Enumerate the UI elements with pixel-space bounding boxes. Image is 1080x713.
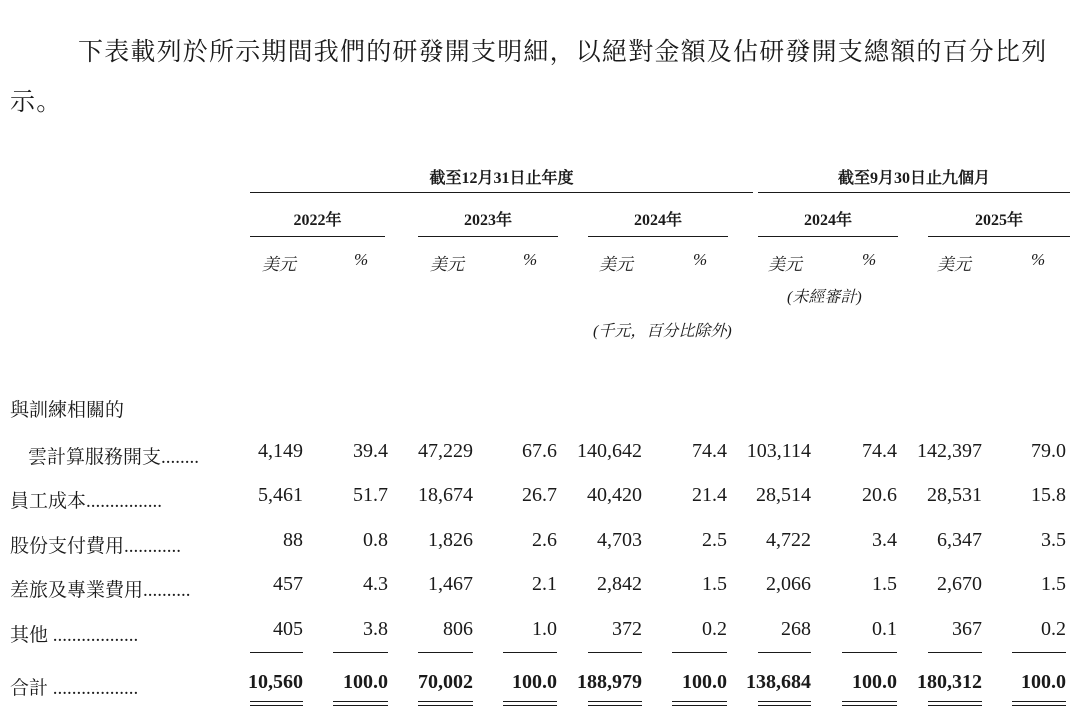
total-double-rule [1012, 701, 1066, 706]
cell-cloud-computing-pct-2023: 67.6 [522, 440, 557, 462]
cell-others-amount-2025-9m: 367 [952, 618, 982, 640]
subtotal-rule [588, 652, 642, 653]
year-header-2022: 2022年 [293, 212, 342, 229]
row-label-travel-professional: 差旅及專業費用.......... [10, 580, 191, 601]
cell-cloud-computing-amount-2022: 4,149 [258, 440, 303, 462]
cell-share-based-payment-pct-2022: 0.8 [363, 529, 388, 551]
unit-amount: 美元 [599, 255, 633, 274]
cell-travel-professional-pct-2025-9m: 1.5 [1041, 573, 1066, 595]
cell-travel-professional-amount-2023: 1,467 [428, 573, 473, 595]
cell-staff-costs-pct-2022: 51.7 [353, 484, 388, 506]
total-double-rule [418, 701, 473, 706]
year-rule-2022 [250, 236, 385, 237]
cell-share-based-payment-amount-2023: 1,826 [428, 529, 473, 551]
unit-amount: 美元 [768, 255, 802, 274]
cell-travel-professional-pct-2022: 4.3 [363, 573, 388, 595]
year-header-2025-9m: 2025年 [974, 212, 1023, 229]
total-double-rule [503, 701, 557, 706]
cell-total-amount-2024-9m: 138,684 [746, 671, 811, 693]
cell-others-pct-2024-fy: 0.2 [702, 618, 727, 640]
subtotal-rule [333, 652, 388, 653]
row-label-share-based-payment: 股份支付費用............ [10, 536, 182, 557]
cell-share-based-payment-pct-2024-9m: 3.4 [872, 529, 897, 551]
cell-cloud-computing-amount-2023: 47,229 [418, 440, 473, 462]
row-label-staff-costs: 員工成本................ [10, 491, 163, 512]
cell-travel-professional-amount-2024-9m: 2,066 [766, 573, 811, 595]
cell-others-amount-2023: 806 [443, 618, 473, 640]
unit-percent: % [862, 250, 877, 269]
subtotal-rule [503, 652, 557, 653]
unit-percent: % [523, 250, 538, 269]
cell-cloud-computing-pct-2024-fy: 74.4 [692, 440, 727, 462]
cell-share-based-payment-pct-2025-9m: 3.5 [1041, 529, 1066, 551]
year-header-2024-9m: 2024年 [803, 212, 852, 229]
cell-others-pct-2023: 1.0 [532, 618, 557, 640]
total-double-rule [250, 701, 303, 706]
subtotal-rule [250, 652, 303, 653]
total-double-rule [758, 701, 811, 706]
cell-cloud-computing-amount-2024-fy: 140,642 [577, 440, 642, 462]
cell-total-pct-2023: 100.0 [512, 671, 557, 693]
cell-others-amount-2022: 405 [273, 618, 303, 640]
cell-others-pct-2025-9m: 0.2 [1041, 618, 1066, 640]
total-double-rule [333, 701, 388, 706]
cell-total-amount-2022: 10,560 [248, 671, 303, 693]
cell-share-based-payment-pct-2023: 2.6 [532, 529, 557, 551]
subtotal-rule [672, 652, 727, 653]
header-nine-months: 截至9月30日止九個月 [837, 170, 990, 187]
cell-travel-professional-amount-2022: 457 [273, 573, 303, 595]
row-label-others: 其他 .................. [10, 625, 139, 646]
cell-others-amount-2024-fy: 372 [612, 618, 642, 640]
cell-travel-professional-amount-2024-fy: 2,842 [597, 573, 642, 595]
subtotal-rule [928, 652, 982, 653]
cell-total-amount-2023: 70,002 [418, 671, 473, 693]
year-rule-2023 [418, 236, 558, 237]
total-double-rule [672, 701, 727, 706]
cell-staff-costs-amount-2022: 5,461 [258, 484, 303, 506]
year-rule-2025-9m [928, 236, 1070, 237]
cell-others-amount-2024-9m: 268 [781, 618, 811, 640]
header-year-end-rule [250, 192, 753, 193]
cell-total-pct-2024-9m: 100.0 [852, 671, 897, 693]
cell-share-based-payment-pct-2024-fy: 2.5 [702, 529, 727, 551]
row-label-total: 合計 .................. [10, 678, 139, 699]
cell-cloud-computing-amount-2024-9m: 103,114 [746, 440, 811, 462]
cell-cloud-computing-pct-2022: 39.4 [353, 440, 388, 462]
cell-others-pct-2024-9m: 0.1 [872, 618, 897, 640]
cell-staff-costs-pct-2025-9m: 15.8 [1031, 484, 1066, 506]
intro-paragraph: 下表載列於所示期間我們的研發開支明細，以絕對金額及佔研發開支總額的百分比列示。 [10, 39, 1048, 116]
subtotal-rule [842, 652, 897, 653]
cell-staff-costs-pct-2024-fy: 21.4 [692, 484, 727, 506]
cell-travel-professional-pct-2024-fy: 1.5 [702, 573, 727, 595]
cell-total-pct-2025-9m: 100.0 [1021, 671, 1066, 693]
cell-staff-costs-amount-2023: 18,674 [418, 484, 473, 506]
total-double-rule [928, 701, 982, 706]
cell-travel-professional-pct-2023: 2.1 [532, 573, 557, 595]
unit-amount: 美元 [937, 255, 971, 274]
subtotal-rule [418, 652, 473, 653]
year-rule-2024-fy [588, 236, 728, 237]
unit-percent: % [1031, 250, 1046, 269]
cell-staff-costs-amount-2024-9m: 28,514 [756, 484, 811, 506]
header-nine-months-rule [758, 192, 1070, 193]
cell-cloud-computing-pct-2024-9m: 74.4 [862, 440, 897, 462]
year-rule-2024-9m [758, 236, 898, 237]
cell-share-based-payment-amount-2024-9m: 4,722 [766, 529, 811, 551]
cell-staff-costs-amount-2025-9m: 28,531 [927, 484, 982, 506]
subtotal-rule [1012, 652, 1066, 653]
cell-total-amount-2024-fy: 188,979 [577, 671, 642, 693]
unaudited-note: (未經審計) [787, 289, 862, 306]
cell-cloud-computing-amount-2025-9m: 142,397 [917, 440, 982, 462]
cell-staff-costs-amount-2024-fy: 40,420 [587, 484, 642, 506]
cell-travel-professional-amount-2025-9m: 2,670 [937, 573, 982, 595]
cell-others-pct-2022: 3.8 [363, 618, 388, 640]
cell-staff-costs-pct-2024-9m: 20.6 [862, 484, 897, 506]
unit-amount: 美元 [430, 255, 464, 274]
section-label: 與訓練相關的 [10, 400, 125, 421]
row-label-cloud-computing: 雲計算服務開支........ [28, 447, 200, 468]
cell-share-based-payment-amount-2022: 88 [283, 529, 303, 551]
cell-share-based-payment-amount-2025-9m: 6,347 [937, 529, 982, 551]
header-year-end: 截至12月31日止年度 [429, 170, 574, 187]
cell-total-pct-2024-fy: 100.0 [682, 671, 727, 693]
subtotal-rule [758, 652, 811, 653]
cell-share-based-payment-amount-2024-fy: 4,703 [597, 529, 642, 551]
unit-percent: % [693, 250, 708, 269]
year-header-2023: 2023年 [463, 212, 512, 229]
cell-staff-costs-pct-2023: 26.7 [522, 484, 557, 506]
cell-travel-professional-pct-2024-9m: 1.5 [872, 573, 897, 595]
year-header-2024-fy: 2024年 [633, 212, 682, 229]
cell-total-amount-2025-9m: 180,312 [917, 671, 982, 693]
cell-cloud-computing-pct-2025-9m: 79.0 [1031, 440, 1066, 462]
unit-percent: % [354, 250, 369, 269]
thousands-note: (千元，百分比除外) [593, 323, 732, 340]
total-double-rule [842, 701, 897, 706]
total-double-rule [588, 701, 642, 706]
cell-total-pct-2022: 100.0 [343, 671, 388, 693]
unit-amount: 美元 [262, 255, 296, 274]
